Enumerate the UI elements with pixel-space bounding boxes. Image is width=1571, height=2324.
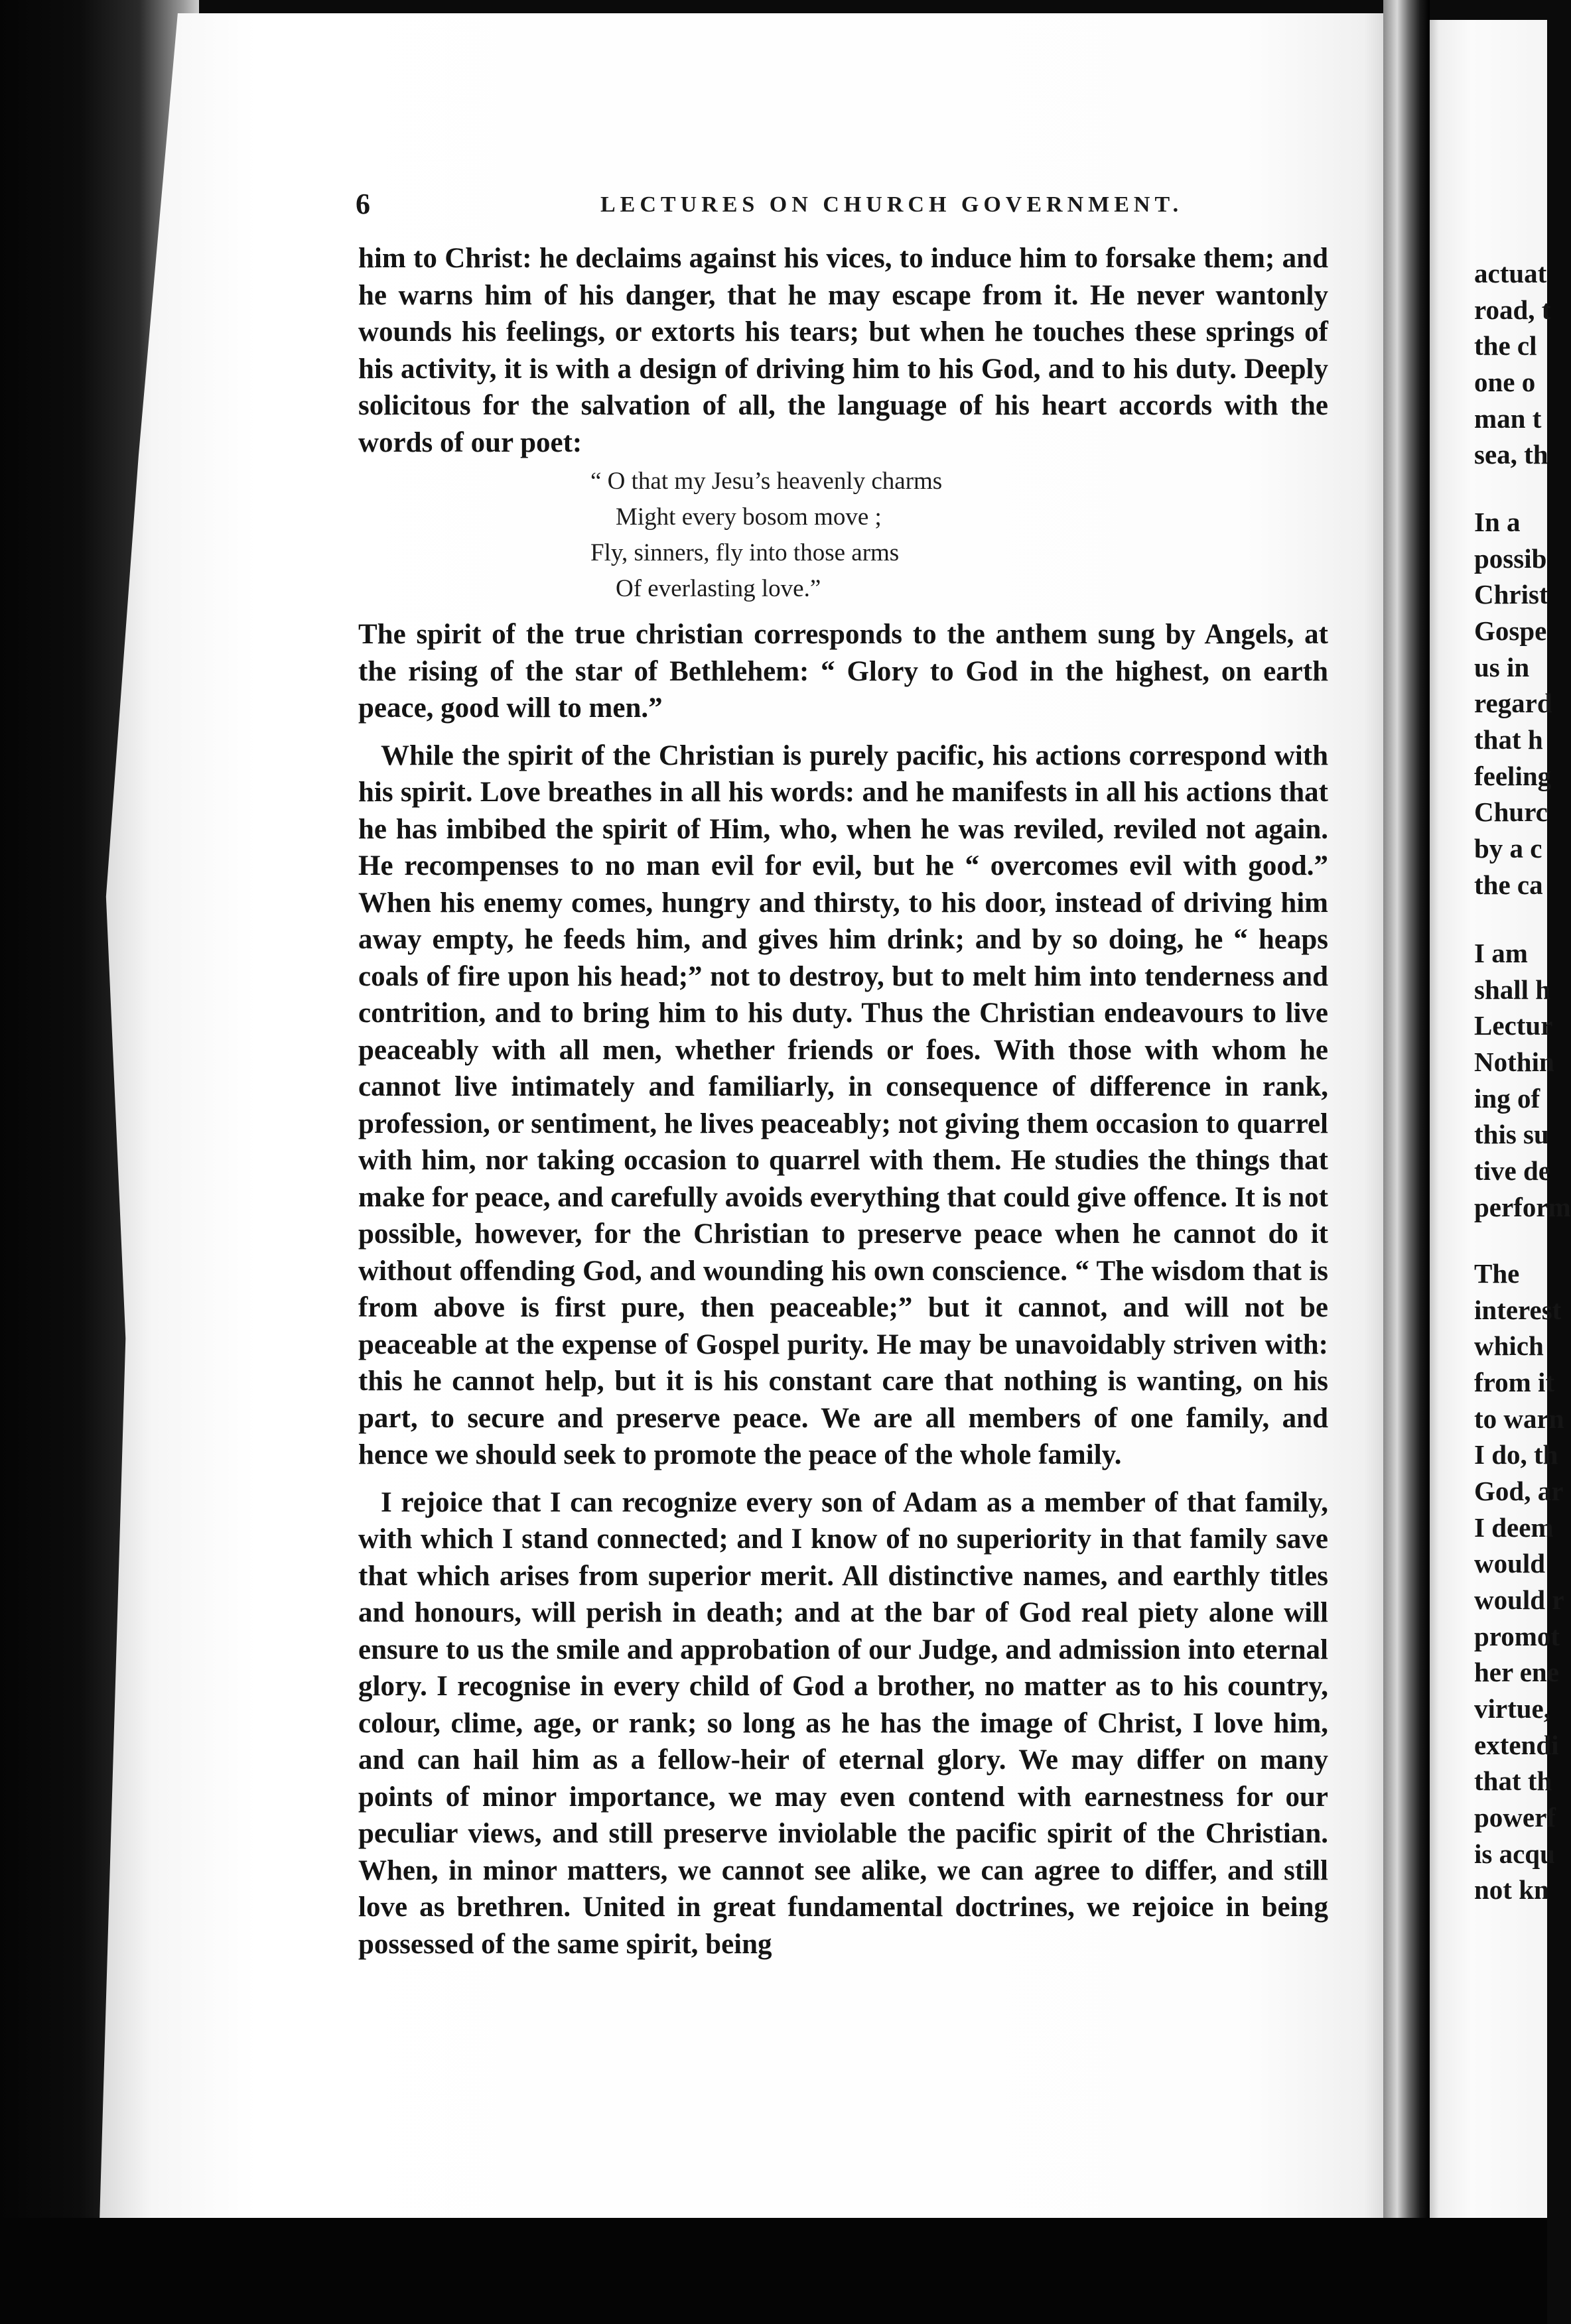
facing-line: The [1474, 1258, 1520, 1289]
facing-line: from it [1474, 1367, 1555, 1397]
facing-line: that h [1474, 724, 1543, 755]
facing-line: virtue, [1474, 1693, 1550, 1724]
facing-line: sea, th [1474, 439, 1548, 470]
verse-line-1: “ O that my Jesu’s heavenly charms [590, 468, 943, 495]
facing-line: Christ [1474, 579, 1548, 610]
facing-line: man t [1474, 403, 1542, 434]
facing-line: possib [1474, 543, 1547, 574]
facing-line: is acqu [1474, 1839, 1555, 1869]
facing-line: Nothin [1474, 1047, 1554, 1077]
facing-line: would r [1474, 1584, 1564, 1615]
facing-line: would [1474, 1548, 1546, 1579]
facing-line: I am [1474, 938, 1528, 968]
facing-line: shall h [1474, 974, 1551, 1005]
facing-line: us in [1474, 652, 1530, 682]
facing-line: by a c [1474, 833, 1542, 864]
facing-line: one o [1474, 367, 1536, 397]
facing-line: I do, th [1474, 1439, 1558, 1470]
facing-line: I deem [1474, 1512, 1554, 1543]
paragraph-4: I rejoice that I can recognize every son of Adam as a member of that family, with which I stand connected; and I know of no superiority in that family save that which arises from superior merit. All distinctive names, and earthly titles and honours, will perish in death; and at the bar of God real piety alone will ensure to us the smile and approbation of our Judge, and admission into eternal glory. I recognise in every child of God a brother, no matter as to his country, colour, clime, age, or rank; so long as he has the image of Christ, I love him, and can hail him as a fellow-heir of eternal glory. We may differ on many points of minor importance, we may even contend with earnestness for our peculiar views, and still preserve inviolable the pacific spirit of the Christian. When, in minor matters, we cannot see alike, we can agree to differ, and still love as brethren. United in great fundamental doctrines, we rejoice in being possessed of the same spirit, being [358, 1486, 1328, 1960]
facing-line: interest [1474, 1295, 1562, 1325]
paragraph-1: him to Christ: he declaims against his vices, to induce him to forsake them; and he warns him of his danger, that he may escape from it. He never wantonly wounds his feelings, or extorts his tears; but when he touches these springs of his activity, it is with a design of driving him to his God, and to his duty. Deeply solicitous for the salvation of all, the language of his heart accords with the words of our poet: [358, 243, 1328, 458]
facing-line: not kn [1474, 1874, 1549, 1905]
verse-quotation [358, 464, 1328, 607]
running-head: LECTURES ON CHURCH GOVERNMENT. [600, 192, 1184, 217]
verse-line-3: Fly, sinners, fly into those arms [590, 539, 900, 566]
facing-line: which [1474, 1330, 1544, 1361]
paragraph-2: The spirit of the true christian corresponds to the anthem sung by Angels, at the rising of the star of Bethlehem: “ Glory to God in the highest, on earth peace, good will to men.” [358, 619, 1328, 724]
facing-line: In a [1474, 507, 1521, 537]
facing-line: perform [1474, 1192, 1571, 1222]
facing-line: Churc [1474, 797, 1548, 827]
facing-line: actuat [1474, 258, 1547, 289]
book-gutter [1383, 0, 1430, 2324]
facing-line: Lectur [1474, 1010, 1553, 1041]
page-number: 6 [356, 188, 370, 220]
facing-line: the ca [1474, 870, 1543, 900]
facing-line: Gospe [1474, 615, 1547, 646]
paragraph-3: While the spirit of the Christian is purely pacific, his actions correspond with his spirit. Love breathes in all his words: and he manifests in all his actions that he has imbibed the spirit of Him, who, when he was reviled, reviled not again. He recompenses to no man evil for evil, but he “ overcomes evil with good.” When his enemy comes, hungry and thirsty, to his door, instead of driving him away empty, he feeds him, and gives him drink; and by so doing, he “ heaps coals of fire upon his head;” not to destroy, but to melt him into tenderness and contrition, and to bring him to his duty. Thus the Christian endeavours to live peaceably with all men, whether friends or foes. With those with whom he cannot live intimately and familiarly, in consequence of difference in rank, profession, or sentiment, he lives peaceably; not giving them occasion to quarrel with him, nor taking occasion to quarrel with them. He studies the things that make for peace, and carefully avoids everything that could give offence. It is not possible, however, for the Christian to preserve peace when he cannot do it without offending God, and wounding his own conscience. “ The wisdom that is from above is first pure, then peaceable;” but it cannot, and will not be peaceable at the expense of Gospel purity. He may be unavoidably striven with: this he cannot help, but it is his constant care that nothing is wanting, on his part, to secure and preserve peace. We are all members of one family, and hence we should seek to promote the peace of the whole family. [358, 740, 1328, 1470]
facing-line: road, t [1474, 294, 1551, 325]
facing-line: feeling [1474, 761, 1552, 791]
facing-line: tive de [1474, 1155, 1550, 1186]
facing-line: powerf [1474, 1802, 1556, 1833]
facing-line: that th [1474, 1766, 1552, 1796]
facing-line: extendi [1474, 1730, 1559, 1760]
facing-line: ing of [1474, 1083, 1540, 1114]
facing-line: promot [1474, 1621, 1560, 1651]
facing-line: her ene [1474, 1657, 1559, 1687]
facing-line: the cl [1474, 330, 1537, 361]
page-body [358, 240, 1328, 1963]
verse-line-4: Of everlasting love.” [616, 575, 821, 602]
facing-line: to warn [1474, 1403, 1564, 1434]
facing-line: regard [1474, 688, 1552, 718]
verse-line-2: Might every bosom move ; [616, 503, 882, 531]
facing-line: God, ar [1474, 1476, 1564, 1506]
facing-line: this su [1474, 1119, 1549, 1149]
scan-bottom-margin [0, 2218, 1547, 2324]
